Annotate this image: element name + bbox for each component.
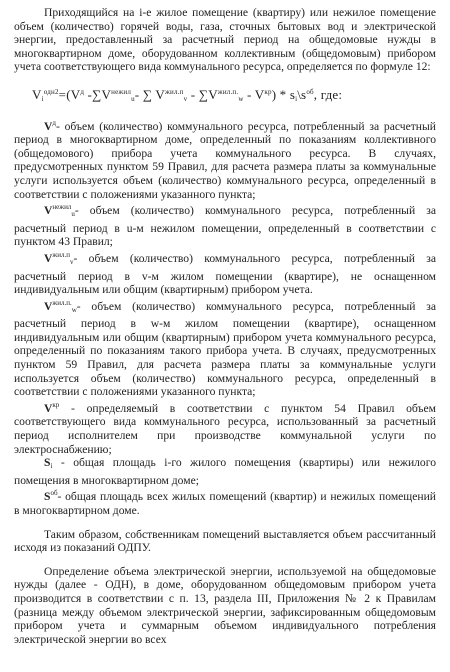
definition-symbol: V	[44, 299, 53, 313]
formula-lhs-sub: i	[41, 94, 44, 103]
conclusion-paragraph: Таким образом, собственникам помещений выставляется объем рассчитанный исходя из показаний ОДПУ.	[14, 527, 436, 555]
definition-text: - объем (количество) коммунального ресурса, потребленный за расчетный период в w-м жилом помещении (квартире), оснащенном индивидуальным или общим (квартирным) прибором учета коммунального ресурса, определенный по показаниям такого прибора учета. В случаях, предусмотренных пунктом 59 Правил, для расчета размера платы за коммунальные услуги используется объем (количество) коммунального ресурса, определенный в соответствии с положениями указанного пункта;	[14, 299, 436, 399]
definition-item	[14, 201, 436, 249]
definitions-list	[14, 117, 436, 518]
definition-symbol-sup: нежил	[52, 203, 72, 212]
formula-part-sub: w	[238, 94, 244, 103]
definition-symbol-sup: д	[52, 118, 56, 127]
formula-12	[14, 86, 436, 107]
formula-part: - V	[243, 86, 265, 102]
formula-lhs: V	[32, 86, 42, 102]
formula-part-sup: кр	[264, 87, 272, 96]
definition-symbol-sub: v	[69, 257, 74, 266]
definition-symbol: S	[44, 456, 51, 470]
formula-part-sub: v	[183, 94, 188, 103]
definition-text: - определяемый в соответствии с пунктом 54 Правил объем соответствующего вида коммунального ресурса, использованный за расчетный период исполнителем при производстве коммунальной услуги по электроснабжению;	[14, 401, 436, 456]
definition-text: - объем (количество) коммунального ресурса, потребленный за расчетный период в v-м жилом помещении (квартире), не оснащенном индивидуальным или общим (квартирным) прибором учета.	[14, 251, 436, 297]
definition-symbol-sup: кр	[52, 400, 60, 409]
closing-paragraph: Определение объема электрической энергии, используемой на общедомовые нужды (далее - ОДН), в доме, оборудованном общедомовым прибором учета производится в соответствии с п. 13, раздела III, Приложения № 2 к Правилам (разница между объемом электрической энергии, зафиксированным общедомовым прибором учета и суммарным объемом индивидуального потребления электрической энергии во всех	[14, 564, 436, 646]
formula-part-sup: жил.п	[165, 87, 184, 96]
formula-part: - ∑ V	[134, 86, 166, 102]
formula-part: ) * s	[271, 86, 296, 102]
definition-symbol-sup: об	[50, 489, 58, 498]
definition-text: - общая площадь всех жилых помещений (квартир) и нежилых помещений в многоквартирном доме.	[14, 490, 436, 517]
formula-part: - ∑V	[187, 86, 218, 102]
definition-item	[14, 297, 436, 399]
formula-lhs-sup: одн2	[43, 87, 59, 96]
definition-symbol-sup: жил.п	[52, 250, 70, 259]
definition-symbol-sub: i	[50, 462, 53, 471]
formula-part-sup: нежил	[111, 87, 132, 96]
definition-symbol-sup: жил.п.	[52, 298, 72, 307]
definition-text: - объем (количество) коммунального ресурса, потребленный за расчетный период в многоквартирном доме, определенный по показаниям коллективного (общедомового) прибора учета коммунального ресурса. В случаях, предусмотренных пунктом 59 Правил, для расчета размера платы за коммунальные услуги используется объем (количество) коммунального ресурса, определенный в соответствии с положениями указанного пункта;	[14, 119, 436, 201]
formula-part: -∑V	[84, 86, 112, 102]
formula-part: =(V	[58, 86, 81, 102]
definition-item	[14, 487, 436, 517]
definition-symbol: V	[44, 251, 53, 265]
intro-paragraph: Приходящийся на i-е жилое помещение (квартиру) или нежилое помещение объем (количество) горячей воды, газа, сточных бытовых вод и электрической энергии, предоставленный за расчетный период на общедомовые нужды в многоквартирном доме, оборудованном коллективным (общедомовым) прибором учета соответствующего вида коммунального ресурса, определяется по формуле 12:	[14, 6, 436, 74]
definition-item	[14, 117, 436, 202]
definition-symbol: V	[44, 119, 53, 133]
definition-symbol-sub: u	[71, 210, 75, 219]
definition-item	[14, 249, 436, 297]
definition-text: - объем (количество) коммунального ресурса, потребленный за расчетный период в u-м нежилом помещении, определенный в соответствии с пунктом 43 Правил;	[14, 204, 436, 249]
definition-item	[14, 456, 436, 487]
formula-part-sup: жил.п.	[217, 87, 239, 96]
definition-symbol-sub: w	[71, 305, 77, 314]
formula-part-sub: u	[131, 94, 135, 103]
formula-part-sup: д	[80, 87, 85, 96]
definition-text: - общая площадь i-го жилого помещения (квартиры) или нежилого помещения в многоквартирном доме;	[14, 456, 436, 487]
definition-symbol: V	[44, 204, 53, 218]
definition-symbol: S	[44, 490, 51, 504]
definition-item	[14, 399, 436, 456]
definition-symbol: V	[44, 401, 53, 415]
formula-tail: , где:	[313, 86, 343, 102]
formula-part: \s	[297, 86, 307, 102]
formula-part-sup: об	[306, 87, 314, 96]
formula-part-sub: i	[295, 94, 298, 103]
